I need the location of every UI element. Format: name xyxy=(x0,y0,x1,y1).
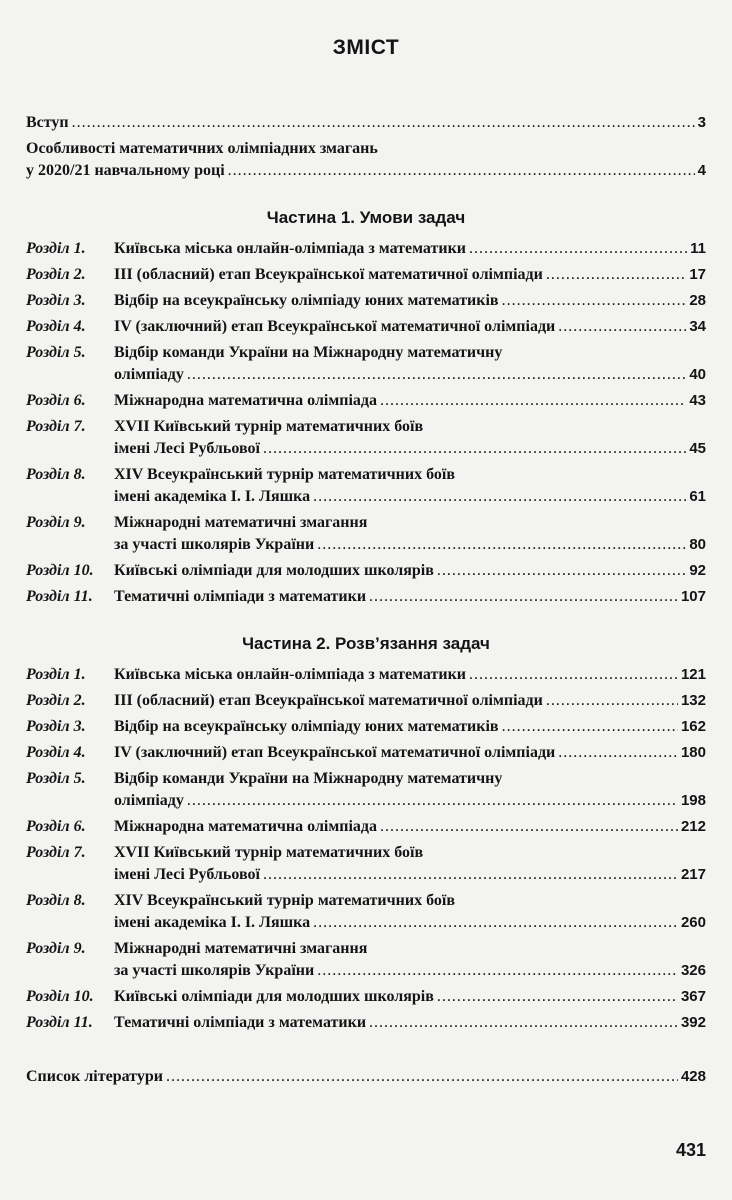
page-number: 431 xyxy=(675,1140,706,1160)
entry-page-number: 326 xyxy=(680,962,706,979)
entry-page-number: 92 xyxy=(689,562,706,579)
entry-title: XVII Київський турнір математичних боїв xyxy=(114,418,424,435)
entry-page-number: 45 xyxy=(689,440,706,457)
entry-page-number: 34 xyxy=(689,318,706,335)
entry-page-number: 392 xyxy=(680,1014,706,1031)
entry-line xyxy=(114,438,706,460)
dot-leader xyxy=(317,534,686,556)
entry-line xyxy=(114,768,502,790)
part-heading: Частина 2. Розв’язання задач xyxy=(242,634,490,653)
entry-line xyxy=(114,816,706,838)
dot-leader xyxy=(313,486,686,508)
entry-title: Тематичні олімпіади з математики xyxy=(114,1014,367,1031)
dot-leader xyxy=(72,112,695,134)
dot-leader xyxy=(380,390,686,412)
entry-title: Київська міська онлайн-олімпіада з математики xyxy=(114,666,467,683)
dot-leader xyxy=(502,716,678,738)
entry-title: Тематичні олімпіади з математики xyxy=(114,588,367,605)
page-title: ЗМІСТ xyxy=(332,36,400,59)
entry-line xyxy=(114,1012,706,1034)
entry-line xyxy=(114,342,502,364)
entry-title: Відбір на всеукраїнську олімпіаду юних математиків xyxy=(114,718,499,735)
entry-page-number: 162 xyxy=(680,718,706,735)
entry-title: ІІІ (обласний) етап Всеукраїнської математичної олімпіади xyxy=(114,266,543,283)
dot-leader xyxy=(437,560,686,582)
entry-title: імені Лесі Рубльової xyxy=(114,866,260,883)
entry-title: олімпіаду xyxy=(114,366,184,383)
entry-line xyxy=(114,716,706,738)
section-label: Розділ 2. xyxy=(26,692,86,709)
entry-page-number: 260 xyxy=(680,914,706,931)
entry-page-number: 43 xyxy=(689,392,706,409)
entry-line xyxy=(114,842,423,864)
entry-title: Київська міська онлайн-олімпіада з математики xyxy=(114,240,467,257)
section-label: Розділ 8. xyxy=(26,466,86,483)
section-label: Розділ 6. xyxy=(26,818,86,835)
entry-page-number: 121 xyxy=(680,666,706,683)
section-label: Розділ 1. xyxy=(26,240,86,257)
entry-line xyxy=(114,534,706,556)
entry-line xyxy=(114,512,367,534)
entry-page-number: 428 xyxy=(680,1068,706,1085)
entry-title: імені Лесі Рубльової xyxy=(114,440,260,457)
entry-title: IV (заключний) етап Всеукраїнської математичної олімпіади xyxy=(114,318,556,335)
entry-title: Міжнародні математичні змагання xyxy=(114,940,368,957)
dot-leader xyxy=(546,690,678,712)
dot-leader xyxy=(369,586,678,608)
entry-line xyxy=(114,986,706,1008)
entry-page-number: 132 xyxy=(680,692,706,709)
section-label: Розділ 4. xyxy=(26,318,86,335)
entry-title: Київські олімпіади для молодших школярів xyxy=(114,562,434,579)
entry-page-number: 217 xyxy=(680,866,706,883)
section-label: Розділ 10. xyxy=(26,988,94,1005)
entry-title: Відбір команди України на Міжнародну математичну xyxy=(114,770,503,787)
entry-page-number: 180 xyxy=(680,744,706,761)
entry-line xyxy=(114,664,706,686)
entry-page-number: 61 xyxy=(689,488,706,505)
entry-title: Відбір на всеукраїнську олімпіаду юних математиків xyxy=(114,292,499,309)
entry-title: Відбір команди України на Міжнародну математичну xyxy=(114,344,503,361)
section-label: Розділ 3. xyxy=(26,292,86,309)
entry-line xyxy=(114,960,706,982)
entry-page-number: 107 xyxy=(680,588,706,605)
entry-title: XVII Київський турнір математичних боїв xyxy=(114,844,424,861)
section-label: Розділ 4. xyxy=(26,744,86,761)
section-label: Розділ 5. xyxy=(26,344,86,361)
entry-title: за участі школярів України xyxy=(114,536,315,553)
entry-line xyxy=(114,486,706,508)
entry-title: IV (заключний) етап Всеукраїнської математичної олімпіади xyxy=(114,744,556,761)
entry-title: за участі школярів України xyxy=(114,962,315,979)
entry-line xyxy=(114,742,706,764)
entry-page-number: 367 xyxy=(680,988,706,1005)
dot-leader xyxy=(558,316,686,338)
entry-line xyxy=(114,316,706,338)
part-heading: Частина 1. Умови задач xyxy=(266,208,466,227)
entry-page-number: 11 xyxy=(690,240,706,257)
entry-line xyxy=(26,138,378,160)
section-label: Розділ 6. xyxy=(26,392,86,409)
entry-title: ІІІ (обласний) етап Всеукраїнської математичної олімпіади xyxy=(114,692,543,709)
entry-line xyxy=(26,112,706,134)
entry-title: XIV Всеукраїнський турнір математичних боїв xyxy=(114,466,455,483)
entry-line xyxy=(114,364,706,386)
dot-leader xyxy=(469,238,687,260)
entry-line xyxy=(114,390,706,412)
section-label: Розділ 10. xyxy=(26,562,94,579)
entry-line xyxy=(114,290,706,312)
dot-leader xyxy=(469,664,678,686)
dot-leader xyxy=(187,364,686,386)
entry-title: Міжнародні математичні змагання xyxy=(114,514,368,531)
entry-page-number: 40 xyxy=(689,366,706,383)
entry-title: у 2020/21 навчальному році xyxy=(26,162,225,179)
entry-line xyxy=(114,690,706,712)
section-label: Розділ 8. xyxy=(26,892,86,909)
entry-line xyxy=(114,464,455,486)
entry-title: XIV Всеукраїнський турнір математичних боїв xyxy=(114,892,455,909)
dot-leader xyxy=(263,438,686,460)
dot-leader xyxy=(187,790,678,812)
section-label: Розділ 7. xyxy=(26,418,86,435)
entry-title: імені академіка І. І. Ляшка xyxy=(114,488,311,505)
section-label: Розділ 1. xyxy=(26,666,86,683)
entry-title: Міжнародна математична олімпіада xyxy=(114,818,378,835)
entry-title: Вступ xyxy=(26,114,69,131)
entry-line xyxy=(114,586,706,608)
section-label: Розділ 9. xyxy=(26,514,86,531)
section-label: Розділ 9. xyxy=(26,940,86,957)
dot-leader xyxy=(502,290,687,312)
entry-line xyxy=(114,264,706,286)
dot-leader xyxy=(437,986,678,1008)
dot-leader xyxy=(558,742,678,764)
entry-title: Київські олімпіади для молодших школярів xyxy=(114,988,434,1005)
dot-leader xyxy=(313,912,678,934)
entry-page-number: 4 xyxy=(697,162,706,179)
section-label: Розділ 2. xyxy=(26,266,86,283)
dot-leader xyxy=(166,1066,678,1088)
section-label: Розділ 5. xyxy=(26,770,86,787)
entry-title: Список літератури xyxy=(26,1068,163,1085)
entry-page-number: 212 xyxy=(680,818,706,835)
entry-page-number: 17 xyxy=(689,266,706,283)
entry-line xyxy=(114,890,455,912)
entry-title: імені академіка І. І. Ляшка xyxy=(114,914,311,931)
entry-line xyxy=(114,864,706,886)
section-label: Розділ 7. xyxy=(26,844,86,861)
entry-line xyxy=(26,1066,706,1088)
entry-page-number: 80 xyxy=(689,536,706,553)
entry-title: Міжнародна математична олімпіада xyxy=(114,392,378,409)
section-label: Розділ 11. xyxy=(26,1014,93,1031)
dot-leader xyxy=(317,960,678,982)
entry-title: Особливості математичних олімпіадних змагань xyxy=(26,140,378,157)
dot-leader xyxy=(228,160,695,182)
entry-page-number: 3 xyxy=(697,114,706,131)
entry-line xyxy=(114,238,706,260)
dot-leader xyxy=(369,1012,678,1034)
entry-line xyxy=(114,790,706,812)
entry-line xyxy=(114,416,423,438)
entry-page-number: 198 xyxy=(680,792,706,809)
section-label: Розділ 3. xyxy=(26,718,86,735)
dot-leader xyxy=(546,264,686,286)
entry-line xyxy=(26,160,706,182)
entry-page-number: 28 xyxy=(689,292,706,309)
entry-line xyxy=(114,560,706,582)
dot-leader xyxy=(263,864,678,886)
dot-leader xyxy=(380,816,678,838)
entry-line xyxy=(114,912,706,934)
section-label: Розділ 11. xyxy=(26,588,93,605)
entry-title: олімпіаду xyxy=(114,792,184,809)
entry-line xyxy=(114,938,367,960)
